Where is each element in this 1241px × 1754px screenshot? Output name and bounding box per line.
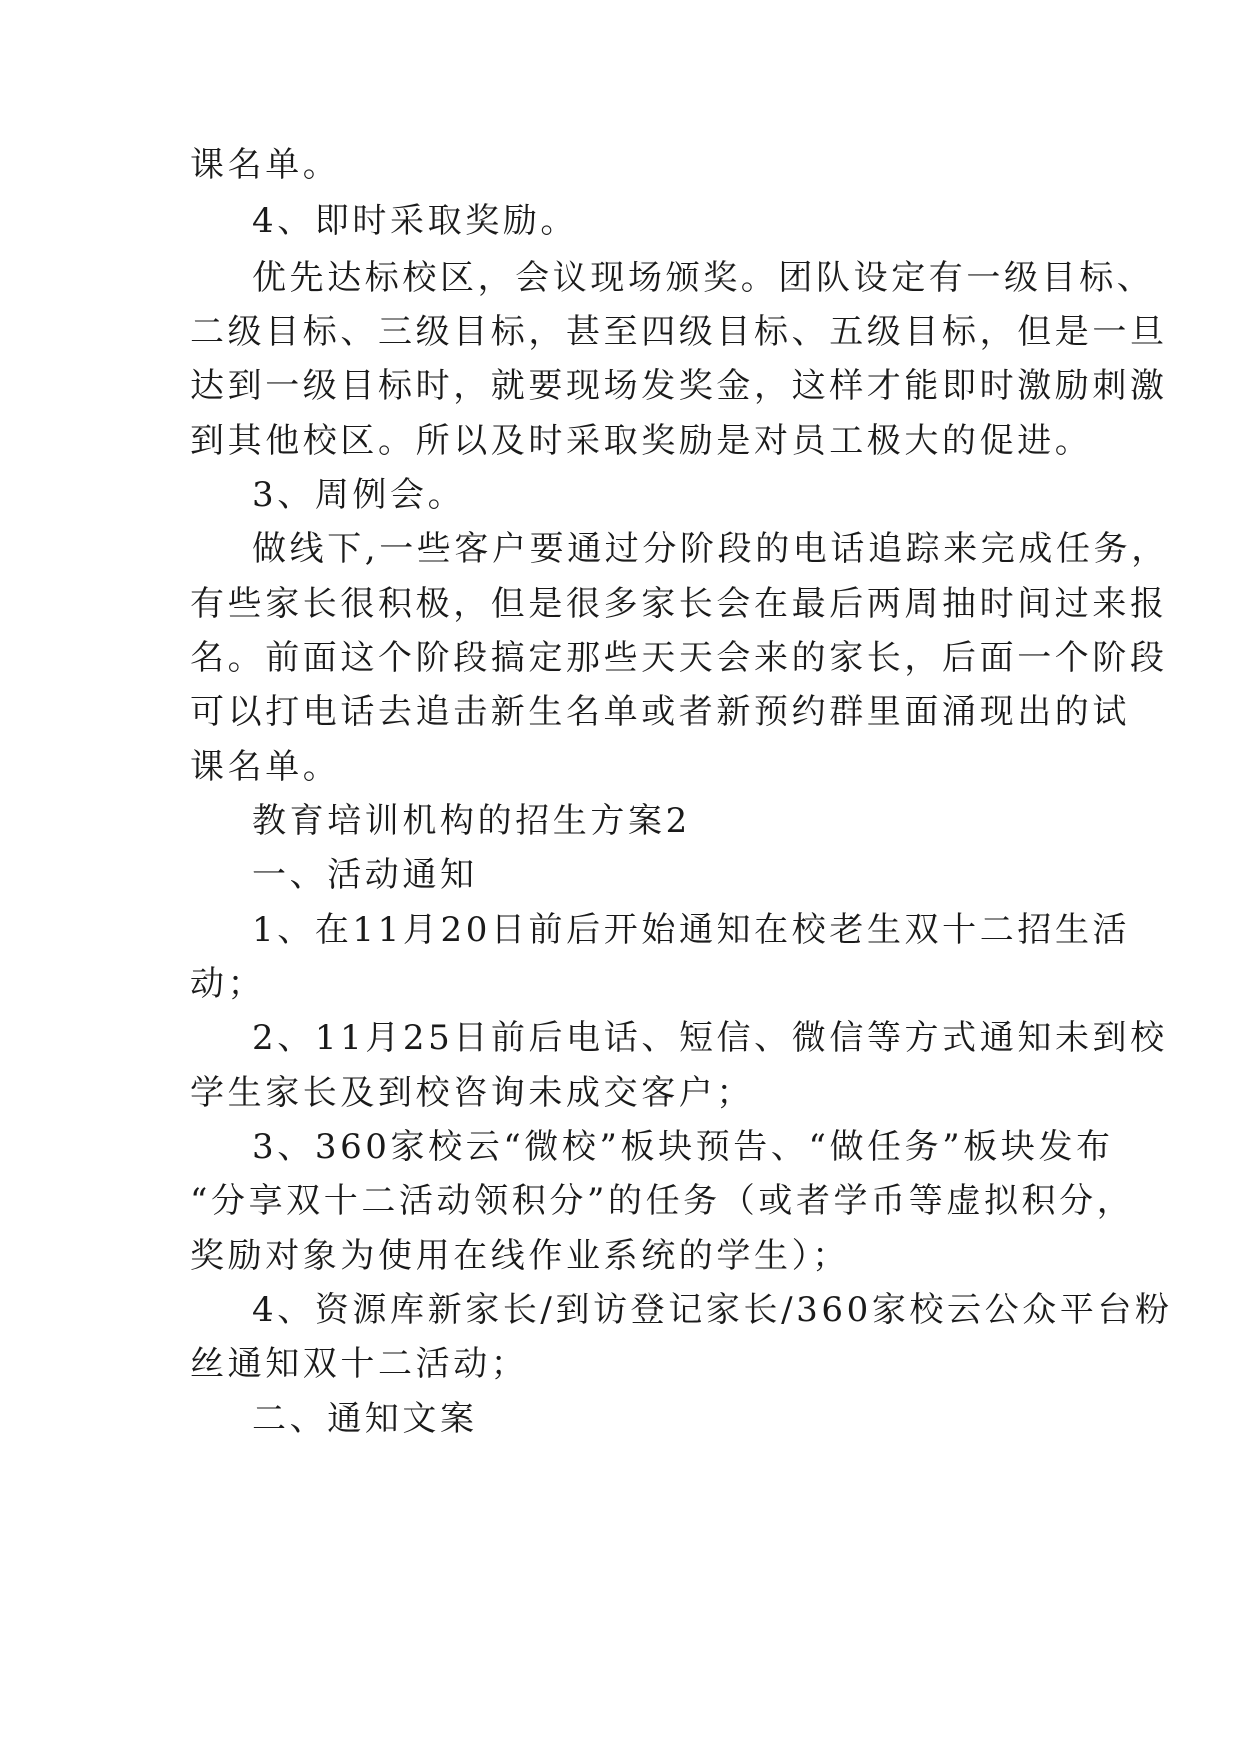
list-item: 4、资源库新家长/到访登记家长/360家校云公众平台粉 xyxy=(252,1290,1173,1330)
section-heading: 二、通知文案 xyxy=(252,1399,478,1439)
paragraph-line: 课名单。 xyxy=(190,747,341,787)
list-item-continuation: 丝通知双十二活动； xyxy=(190,1344,529,1384)
list-item: 2、11月25日前后电话、短信、微信等方式通知未到校 xyxy=(252,1018,1168,1058)
paragraph-line: 到其他校区。所以及时采取奖励是对员工极大的促进。 xyxy=(190,421,1093,461)
list-item: 3、360家校云“微校”板块预告、“做任务”板块发布 xyxy=(252,1127,1114,1167)
text-line: 课名单。 xyxy=(190,145,341,185)
section-heading: 4、即时采取奖励。 xyxy=(252,201,579,241)
section-heading: 一、活动通知 xyxy=(252,855,478,895)
paragraph-line: 优先达标校区，会议现场颁奖。团队设定有一级目标、 xyxy=(252,258,1155,298)
paragraph-line: 可以打电话去追击新生名单或者新预约群里面涌现出的试 xyxy=(190,692,1130,732)
paragraph-line: 二级目标、三级目标，甚至四级目标、五级目标，但是一旦 xyxy=(190,312,1168,352)
list-item-continuation: “分享双十二活动领积分”的任务（或者学币等虚拟积分， xyxy=(190,1181,1135,1221)
document-title: 教育培训机构的招生方案2 xyxy=(252,801,691,841)
paragraph-line: 名。前面这个阶段搞定那些天天会来的家长，后面一个阶段 xyxy=(190,638,1168,678)
list-item-continuation: 动； xyxy=(190,964,266,1004)
paragraph-line: 有些家长很积极，但是很多家长会在最后两周抽时间过来报 xyxy=(190,584,1168,624)
paragraph-line: 达到一级目标时，就要现场发奖金，这样才能即时激励刺激 xyxy=(190,366,1168,406)
paragraph-line: 做线下,一些客户要通过分阶段的电话追踪来完成任务， xyxy=(252,529,1169,569)
list-item-continuation: 奖励对象为使用在线作业系统的学生）； xyxy=(190,1236,850,1276)
list-item: 1、在11月20日前后开始通知在校老生双十二招生活 xyxy=(252,910,1131,950)
list-item-continuation: 学生家长及到校咨询未成交客户； xyxy=(190,1073,754,1113)
section-heading: 3、周例会。 xyxy=(252,475,466,515)
